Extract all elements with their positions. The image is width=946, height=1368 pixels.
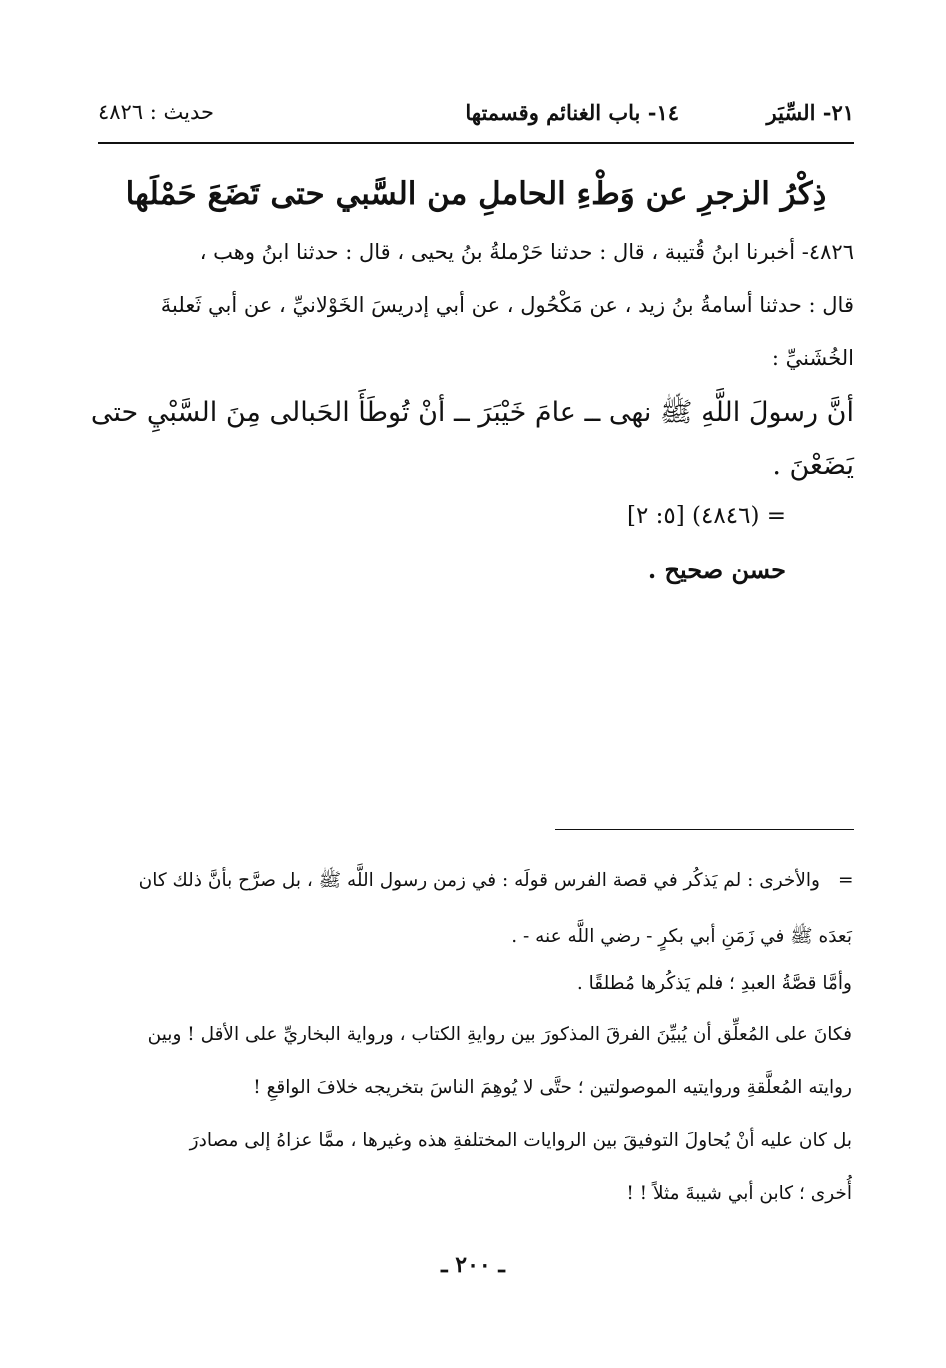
- footnote-continuation-marker: =: [838, 870, 854, 891]
- footnote-line: فكانَ على المُعلِّق أن يُبيِّنَ الفرقَ المذكورَ بين روايةِ الكتاب ، ورواية البخاريِّ على الأقل ! وبين: [147, 1024, 852, 1045]
- matn-line: يَضَعْنَ .: [772, 450, 854, 481]
- isnad-line: ٤٨٢٦- أخبرنا ابنُ قُتيبة ، قال : حدثنا حَرْملةُ بنُ يحيى ، قال : حدثنا ابنُ وهب ،: [199, 240, 854, 264]
- footnote-line: روايته المُعلَّقةِ وروايتيه الموصولتين ؛ حتَّى لا يُوهِمَ الناسَ بتخريجه خلافَ الواقعِ !: [253, 1077, 852, 1098]
- section-title: ٢١- السِّيَر: [766, 100, 854, 125]
- heading: ذِكْرُ الزجرِ عن وَطْءِ الحاملِ من السَّبي حتى تَضَعَ حَمْلَها: [125, 176, 827, 212]
- cross-reference: = (٤٨٤٦) [٥: ٢]: [626, 503, 786, 529]
- footnote-rule: [555, 829, 854, 830]
- footnote-line: أُخرى ؛ كابن أبي شيبةَ مثلاً ! !: [626, 1183, 852, 1204]
- chapter-title: ١٤- باب الغنائم وقسمتها: [465, 100, 679, 125]
- footnote-line: بل كان عليه أنْ يُحاولَ التوفيقَ بين الروايات المختلفةِ هذه وغيرها ، ممَّا عزاهُ إلى مصادرَ: [189, 1130, 852, 1151]
- isnad-line: قال : حدثنا أسامةُ بنُ زيد ، عن مَكْحُول ، عن أبي إدريسَ الخَوْلانيِّ ، عن أبي ثَعلبةَ: [160, 293, 854, 317]
- footnote-line: وأمَّا قصَّةُ العبدِ ؛ فلم يَذكُرها مُطلقًا .: [576, 973, 852, 994]
- isnad-line: الخُشَنيِّ :: [771, 346, 854, 370]
- matn-line: أنَّ رسولَ اللَّهِ ﷺ نهى ــ عامَ خَيْبَرَ ــ أنْ تُوطَأَ الحَبالى مِنَ السَّبْيِ حتى: [90, 397, 854, 428]
- page-number: ـ ٢٠٠ ـ: [441, 1252, 505, 1278]
- footnote-line: بَعدَه ﷺ في زَمَنِ أبي بكرٍ - رضي اللَّه عنه - .: [511, 926, 852, 947]
- hadith-number-ref: حديث : ٤٨٢٦: [98, 100, 215, 124]
- running-header: [98, 100, 854, 140]
- footnote-line: والأخرى : لم يَذكُر في قصة الفرس قولَه : في زمن رسول اللَّه ﷺ ، بل صرَّح بأنَّ ذلك كان: [138, 870, 820, 891]
- header-rule: [98, 142, 854, 144]
- hadith-grade: حسن صحيح .: [647, 555, 786, 584]
